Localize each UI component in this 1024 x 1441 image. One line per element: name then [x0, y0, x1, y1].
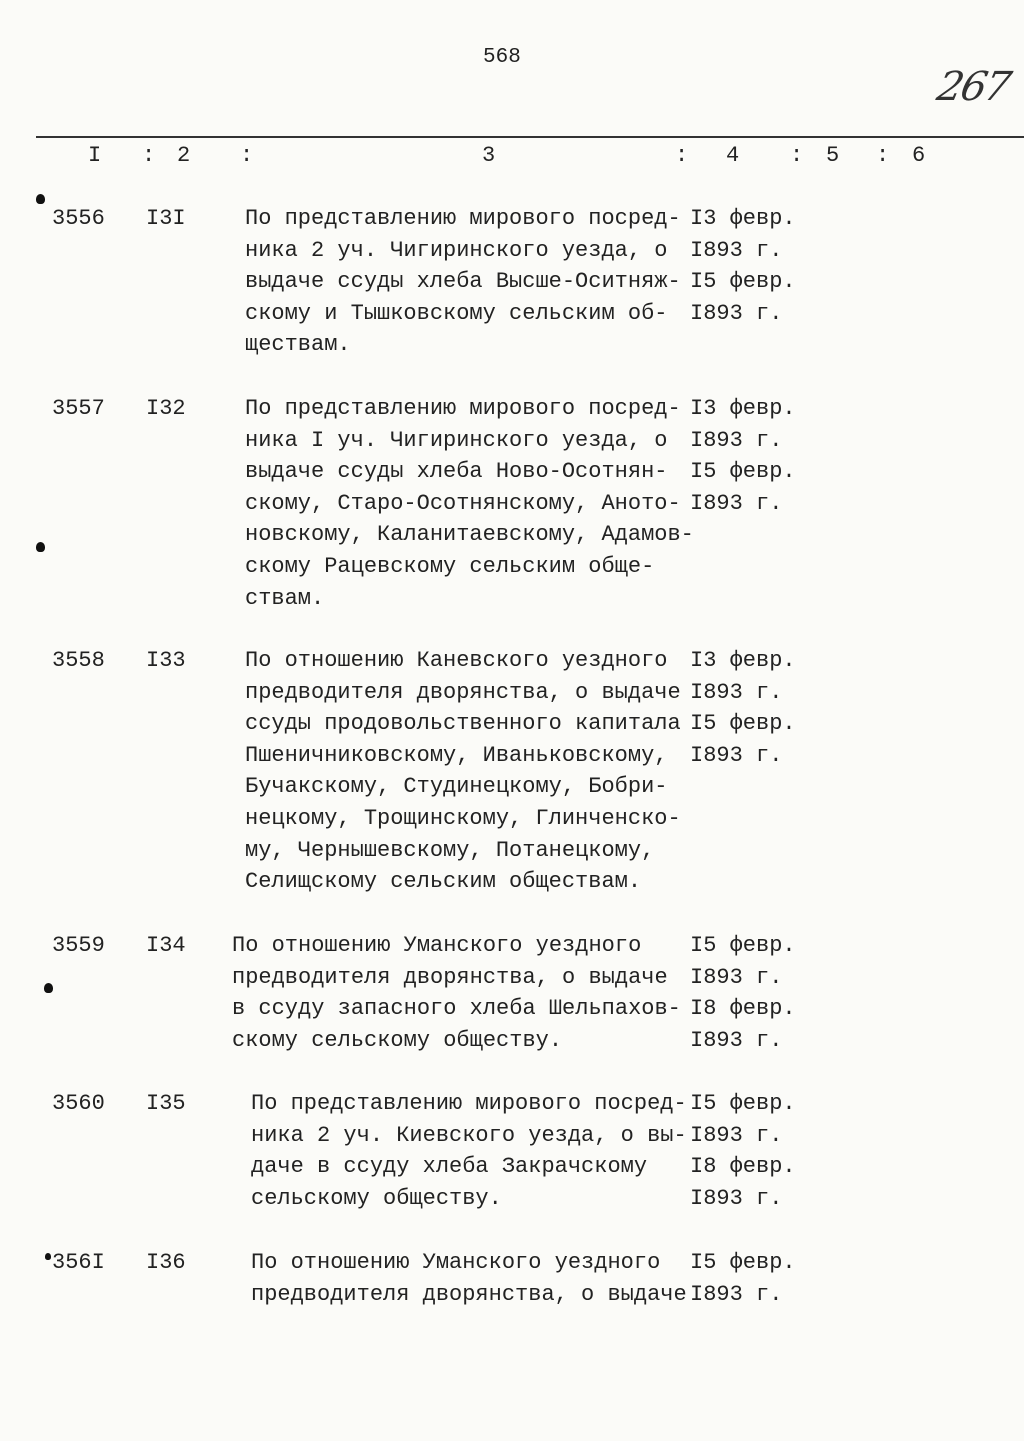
description-line: предводителя дворянства, о выдаче [245, 679, 681, 705]
description-line: ствам. [245, 585, 325, 611]
date-line: I893 г. [690, 679, 783, 705]
description-line: скому сельскому обществу. [232, 1027, 563, 1053]
entry-dates [690, 1088, 796, 1214]
description-line: выдаче ссуды хлеба Высше-Оситняж- [245, 269, 681, 295]
punch-mark [36, 542, 45, 552]
entry-number: 3557 [52, 396, 105, 421]
punch-mark [44, 983, 53, 993]
col-header-1: I [88, 143, 102, 168]
entry-description [245, 645, 681, 898]
description-line: По отношению Уманского уездного [251, 1250, 661, 1275]
date-line: I5 февр. [690, 711, 796, 737]
entry-description [232, 930, 681, 1056]
description-line: ника 2 уч. Киевского уезда, о вы- [251, 1122, 687, 1148]
description-line: ника I уч. Чигиринского уезда, о [245, 427, 668, 453]
entry-sub-number: I33 [146, 648, 186, 673]
description-line: ника 2 уч. Чигиринского уезда, о [245, 237, 668, 263]
date-line: I3 февр. [690, 206, 796, 231]
entry-dates [690, 393, 796, 519]
description-line: скому и Тышковскому сельским об- [245, 300, 668, 326]
col-separator: : [675, 143, 689, 168]
handwritten-folio-number: 267 [933, 64, 1014, 110]
entry-sub-number: I32 [146, 396, 186, 421]
punch-mark [36, 194, 45, 204]
col-separator: : [240, 143, 254, 168]
date-line: I893 г. [690, 427, 783, 453]
col-header-4: 4 [726, 143, 740, 168]
description-line: в ссуду запасного хлеба Шельпахов- [232, 996, 681, 1022]
col-separator: : [876, 143, 890, 168]
description-line: Селищскому сельским обществам. [245, 869, 642, 895]
date-line: I893 г. [690, 490, 783, 516]
entry-number: 3559 [52, 933, 105, 958]
date-line: I5 февр. [690, 1250, 796, 1275]
entry-dates [690, 645, 796, 771]
description-line: ществам. [245, 332, 351, 358]
entry-number: 3558 [52, 648, 105, 673]
entry-description [251, 1247, 687, 1310]
date-line: I893 г. [690, 1185, 783, 1211]
col-separator: : [790, 143, 804, 168]
entry-description [245, 393, 694, 614]
description-line: скому, Старо-Осотнянскому, Аното- [245, 490, 681, 516]
entry-sub-number: I36 [146, 1250, 186, 1275]
col-header-6: 6 [912, 143, 926, 168]
col-header-3: 3 [482, 143, 496, 168]
entry-sub-number: I3I [146, 206, 186, 231]
date-line: I893 г. [690, 1027, 783, 1053]
date-line: I893 г. [690, 1281, 783, 1307]
date-line: I3 февр. [690, 648, 796, 673]
header-rule [36, 136, 1024, 138]
date-line: I3 февр. [690, 396, 796, 421]
date-line: I5 февр. [690, 459, 796, 485]
description-line: предводителя дворянства, о выдаче [251, 1281, 687, 1307]
description-line: По отношению Каневского уездного [245, 648, 668, 673]
description-line: выдаче ссуды хлеба Ново-Осотнян- [245, 459, 668, 485]
description-line: новскому, Каланитаевскому, Адамов- [245, 522, 694, 548]
entry-sub-number: I35 [146, 1091, 186, 1116]
col-header-5: 5 [826, 143, 840, 168]
description-line: даче в ссуду хлеба Закрачскому [251, 1154, 648, 1180]
page-number: 568 [483, 46, 521, 69]
description-line: Бучакскому, Студинецкому, Бобри- [245, 774, 668, 800]
punch-mark [45, 1253, 51, 1260]
description-line: сельскому обществу. [251, 1185, 502, 1211]
entry-number: 3556 [52, 206, 105, 231]
entry-dates [690, 203, 796, 329]
date-line: I893 г. [690, 964, 783, 990]
description-line: По представлению мирового посред- [245, 396, 681, 421]
date-line: I5 февр. [690, 933, 796, 958]
entry-dates [690, 930, 796, 1056]
date-line: I893 г. [690, 300, 783, 326]
description-line: скому Рацевскому сельским обще- [245, 553, 655, 579]
date-line: I893 г. [690, 742, 783, 768]
description-line: По представлению мирового посред- [245, 206, 681, 231]
description-line: нецкому, Трощинскому, Глинченско- [245, 805, 681, 831]
description-line: По представлению мирового посред- [251, 1091, 687, 1116]
entry-dates [690, 1247, 796, 1310]
col-header-2: 2 [177, 143, 191, 168]
entry-number: 356I [52, 1250, 105, 1275]
description-line: му, Чернышевскому, Потанецкому, [245, 837, 655, 863]
date-line: I893 г. [690, 237, 783, 263]
date-line: I5 февр. [690, 1091, 796, 1116]
entry-description [245, 203, 681, 361]
date-line: I8 февр. [690, 996, 796, 1022]
date-line: I5 февр. [690, 269, 796, 295]
description-line: По отношению Уманского уездного [232, 933, 642, 958]
entry-number: 3560 [52, 1091, 105, 1116]
date-line: I8 февр. [690, 1154, 796, 1180]
description-line: Пшеничниковскому, Иваньковскому, [245, 742, 668, 768]
entry-description [251, 1088, 687, 1214]
date-line: I893 г. [690, 1122, 783, 1148]
entry-sub-number: I34 [146, 933, 186, 958]
description-line: предводителя дворянства, о выдаче [232, 964, 668, 990]
col-separator: : [142, 143, 156, 168]
description-line: ссуды продовольственного капитала [245, 711, 681, 737]
